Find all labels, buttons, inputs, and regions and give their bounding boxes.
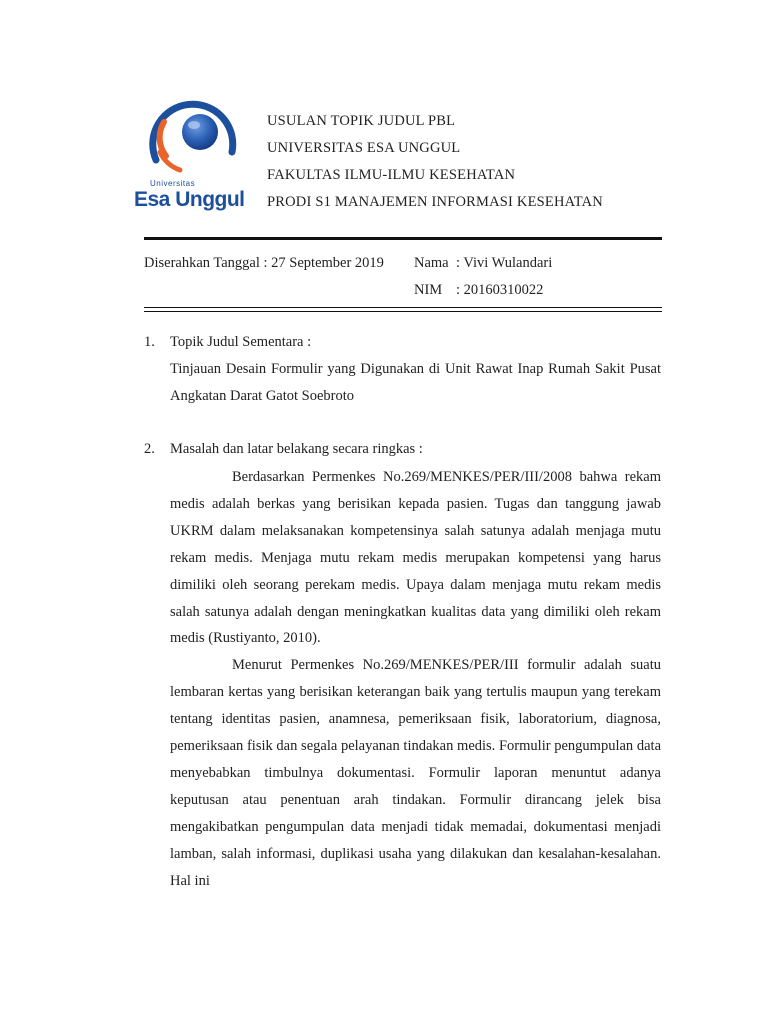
paragraph-2: Menurut Permenkes No.269/MENKES/PER/III formulir adalah suatu lembaran kertas yang berisikan keterangan baik yang tertulis maupun yang terekam tentang identitas pasien, anamnesa, pemeriksaan fisik, laboratorium, diagnosa, pemeriksaan fisik dan segala pelayanan tindakan medis. Formulir pengumpulan data menyebabkan timbulnya dokumentasi. Formulir laporan menuntut adanya keputusan atau penentuan arah tindakan. Formulir dirancang jelek bisa mengakibatkan pengumpulan data menjadi tidak memadai, dokumentasi menjadi lamban, salah informasi, duplikasi usaha yang dilakukan dan kesalahan-kesalahan. Hal ini [170, 657, 661, 889]
heading-divider [144, 237, 662, 240]
name-value: : Vivi Wulandari [456, 255, 553, 271]
meta-divider [144, 307, 662, 312]
globe-logo-icon [120, 82, 260, 182]
logo-subtitle: Universitas [150, 179, 196, 188]
heading-line-1: USULAN TOPIK JUDUL PBL [267, 113, 456, 129]
heading-line-3: FAKULTAS ILMU-ILMU KESEHATAN [267, 167, 516, 183]
document-heading [267, 108, 603, 216]
nim-value: : 20160310022 [456, 282, 544, 298]
university-logo [120, 82, 260, 232]
section-2-body [170, 464, 661, 895]
name-label: Nama [414, 255, 449, 271]
section-2-number: 2. [144, 441, 155, 457]
topic-text: Tinjauan Desain Formulir yang Digunakan di Unit Rawat Inap Rumah Sakit Pusat Angkatan Darat Gatot Soebroto [170, 361, 661, 404]
section-1-title: Topik Judul Sementara : [170, 334, 312, 350]
section-2-title: Masalah dan latar belakang secara ringkas : [170, 441, 423, 457]
submitted-date: Diserahkan Tanggal : 27 September 2019 [144, 255, 384, 271]
section-1-number: 1. [144, 334, 155, 350]
heading-line-4: PRODI S1 MANAJEMEN INFORMASI KESEHATAN [267, 194, 603, 210]
section-1-text [170, 356, 661, 410]
logo-title: Esa Unggul [134, 188, 245, 211]
heading-line-2: UNIVERSITAS ESA UNGGUL [267, 140, 461, 156]
nim-label: NIM [414, 282, 443, 298]
paragraph-1: Berdasarkan Permenkes No.269/MENKES/PER/III/2008 bahwa rekam medis adalah berkas yang berisikan kepada pasien. Tugas dan tanggung jawab UKRM dalam melaksanakan kompetensinya salah satunya adalah menjaga mutu rekam medis. Menjaga mutu rekam medis merupakan kompetensi yang harus dimiliki oleh seorang perekam medis. Upaya dalam menjaga mutu rekam medis salah satunya adalah dengan meningkatkan kualitas data yang dimiliki oleh rekam medis (Rustiyanto, 2010). [170, 469, 661, 647]
